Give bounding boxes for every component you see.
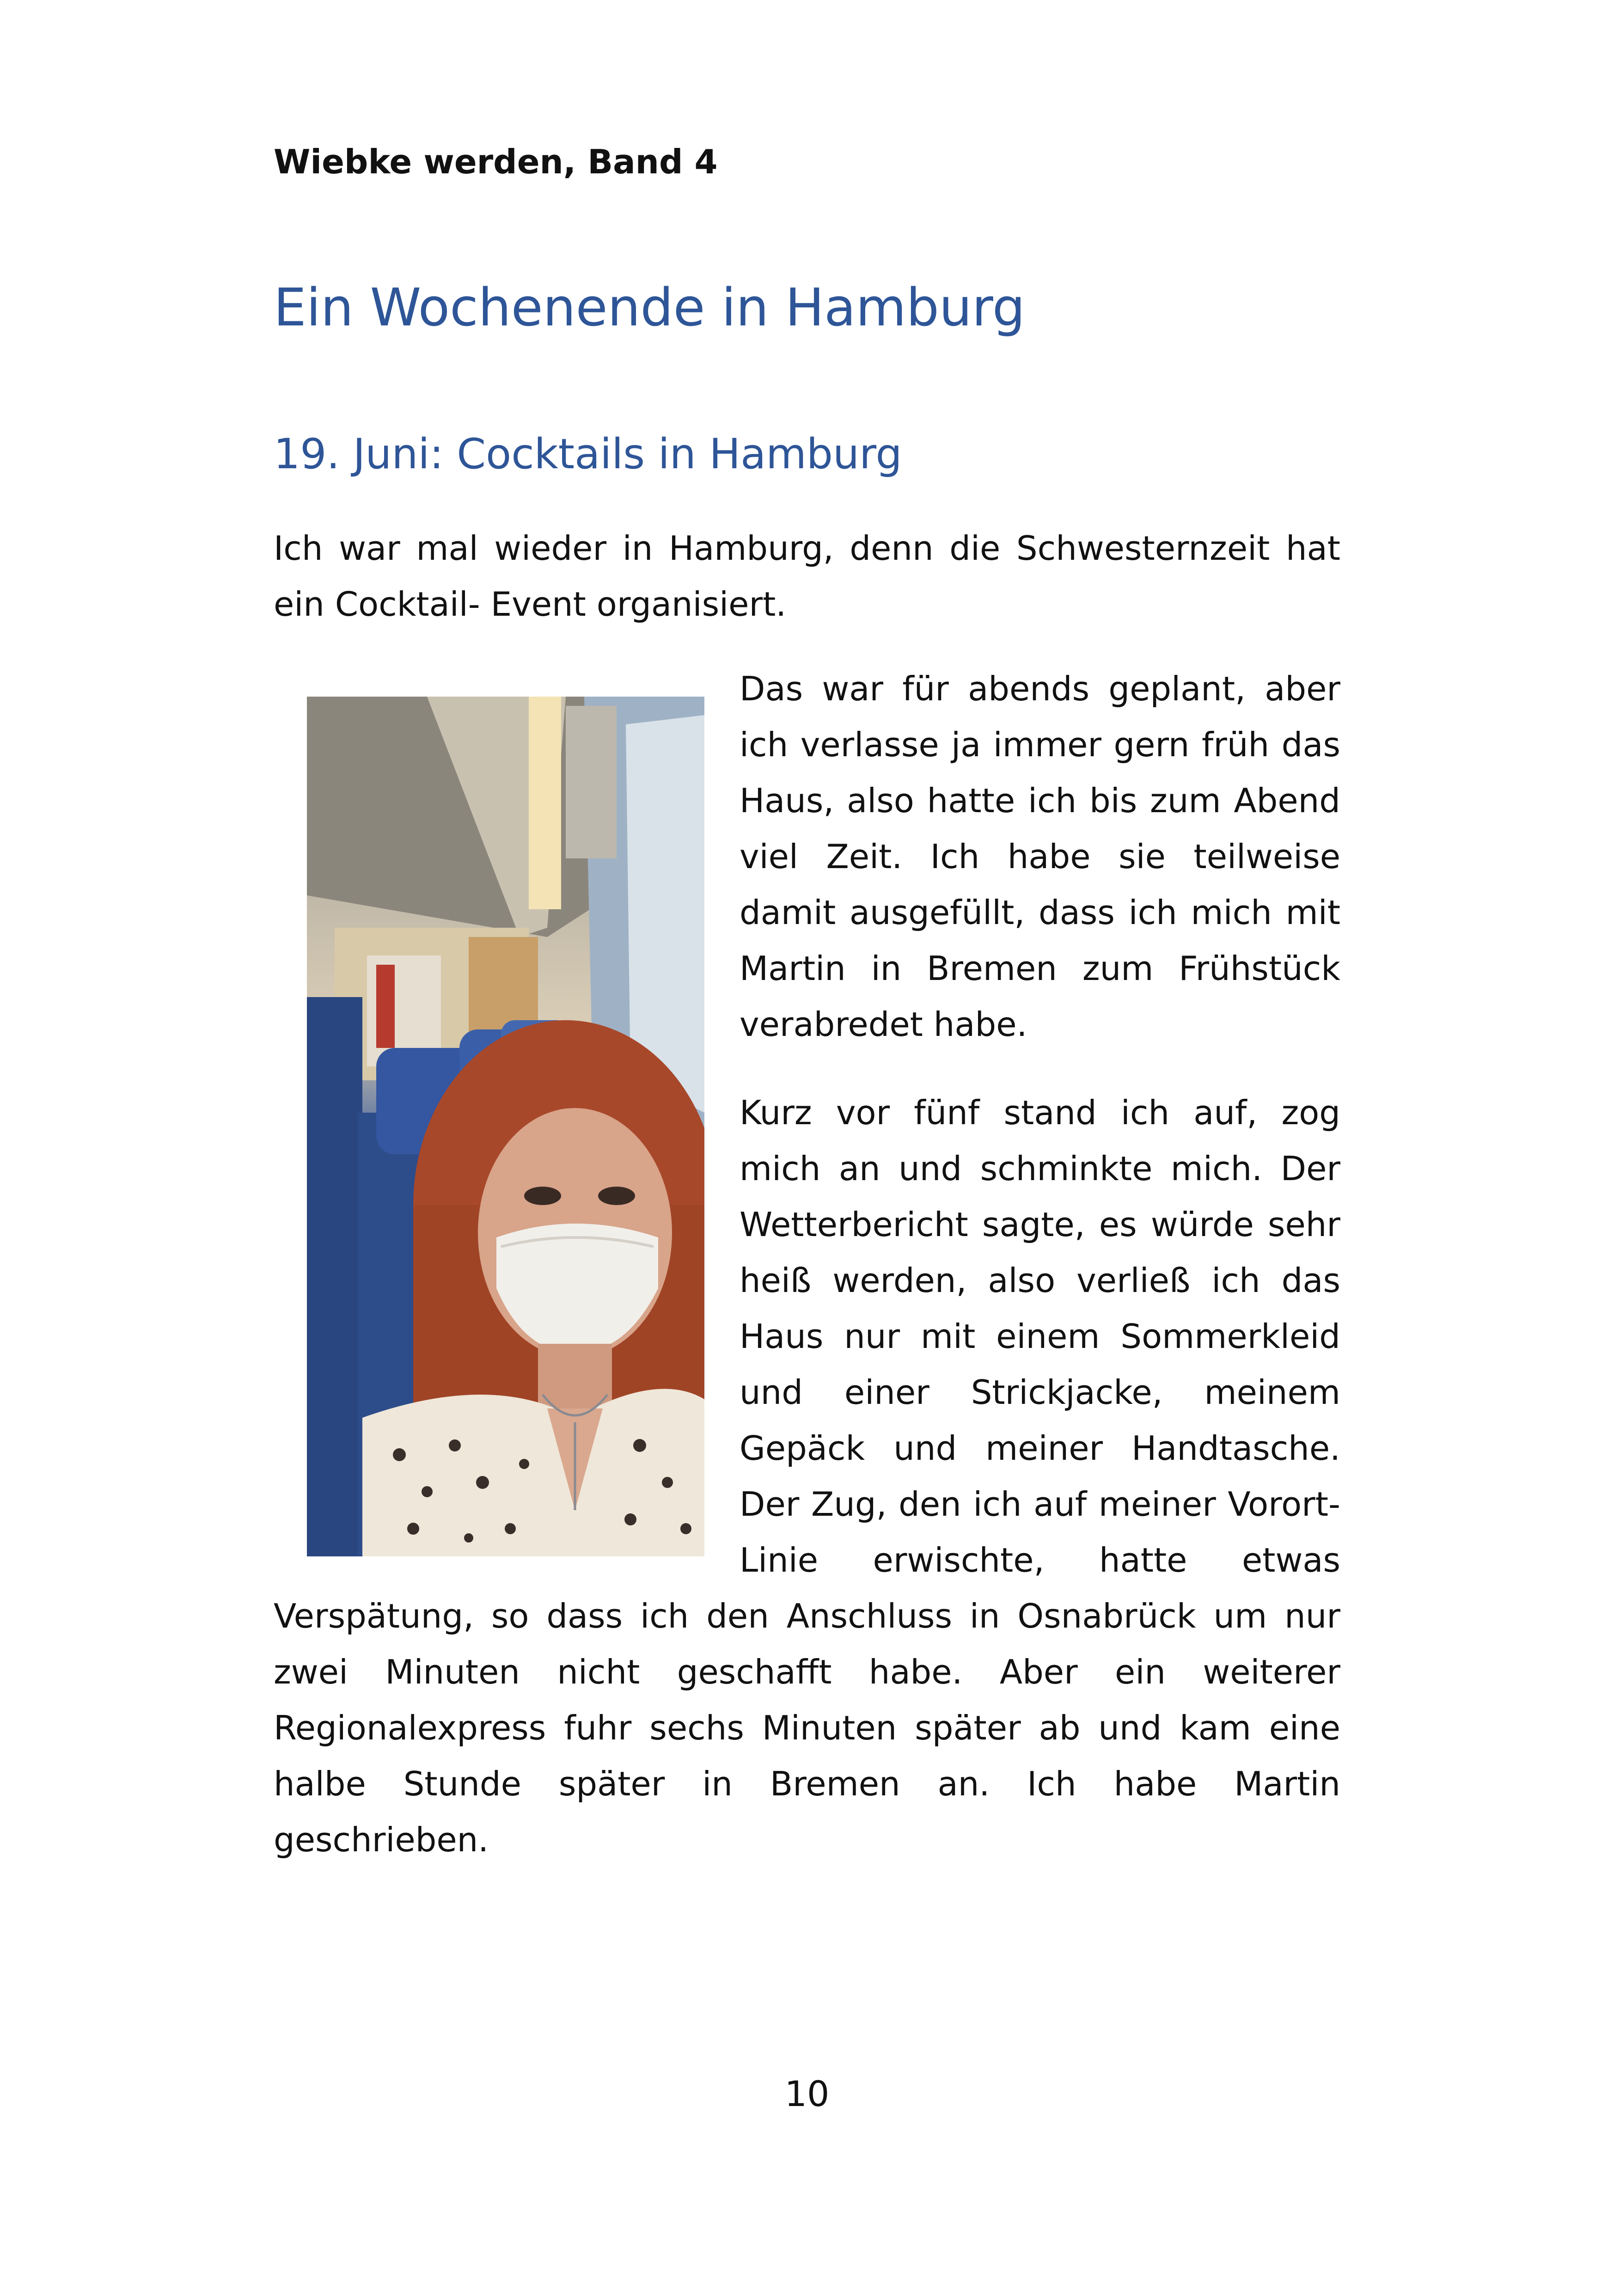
paragraph-plans: Das war für abends geplant, aber ich verlasse ja immer gern früh das Haus, also hatte ich bis zum Abend viel Zeit. Ich habe sie teilweise damit ausgefüllt, dass ich mich mit Martin in Bremen zum Frühstück verabredet habe. (740, 669, 1340, 1044)
selfie-photo (307, 697, 704, 1556)
series-title: Wiebke werden, Band 4 (274, 142, 718, 181)
section-title: 19. Juni: Cocktails in Hamburg (274, 430, 902, 478)
chapter-title: Ein Wochenende in Hamburg (274, 278, 1026, 338)
page-number: 10 (784, 2073, 830, 2114)
paragraph-journey: Kurz vor fünf stand ich auf, zog mich an und schminkte mich. Der Wetterbericht sagte, es würde sehr heiß werden, also verließ ich das Haus nur mit einem Sommerkleid und einer Strickjacke, meinem Gepäck und meiner Handtasche. Der Zug, den ich auf meiner Vorort-Linie erwischte, hatte etwas Verspätung, so dass ich den Anschluss in Osnabrück um nur zwei Minuten nicht geschafft habe. Aber ein weiterer Regionalexpress fuhr sechs Minuten später ab und kam eine halbe Stunde später in Bremen an. Ich habe Martin geschrieben. (274, 1093, 1340, 1859)
main-text-block (274, 661, 1340, 1900)
intro-paragraph: Ich war mal wieder in Hamburg, denn die Schwesternzeit hat ein Cocktail- Event organisiert. (274, 529, 1340, 624)
